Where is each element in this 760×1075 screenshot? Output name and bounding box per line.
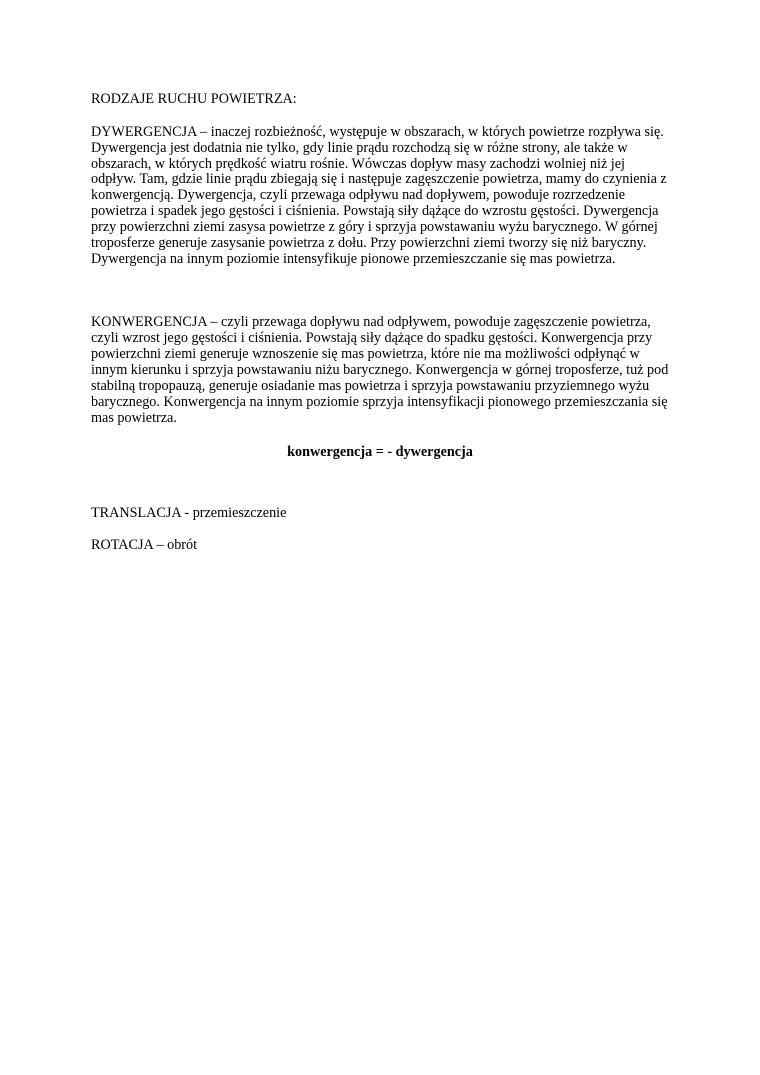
paragraph-dywergencja: DYWERGENCJA – inaczej rozbieżność, występuje w obszarach, w których powietrze rozpływa się. Dywergencja jest dodatnia nie tylko, gdy linie prądu rozchodzą się w różne strony, ale także w obszarach, w których prędkość wiatru rośnie. Wówczas dopływ masy zachodzi wolniej niż jej odpływ. Tam, gdzie linie prądu zbiegają się i następuje zagęszczenie powietrza, mamy do czynienia z konwergencją. Dywergencja, czyli przewaga odpływu nad dopływem, powoduje rozrzedzenie powietrza i spadek jego gęstości i ciśnienia. Powstają siły dążące do wzrostu gęstości. Dywergencja przy powierzchni ziemi zasysa powietrze z góry i sprzyja powstawaniu wyżu barycznego. W górnej troposferze generuje zasysanie powietrza z dołu. Przy powierzchni ziemi tworzy się niż baryczny. Dywergencja na innym poziomie intensyfikuje pionowe przemieszczanie się mas powietrza. <box>91 123 667 267</box>
document-content <box>91 92 669 554</box>
definition-rotacja: ROTACJA – obrót <box>91 537 198 554</box>
definition-translacja: TRANSLACJA - przemieszczenie <box>91 505 287 522</box>
paragraph-konwergencja: KONWERGENCJA – czyli przewaga dopływu nad odpływem, powoduje zagęszczenie powietrza, czyli wzrost jego gęstości i ciśnienia. Powstają siły dążące do spadku gęstości. Konwergencja przy powierzchni ziemi generuje wznoszenie się mas powietrza, które nie ma możliwości odpłynąć w innym kierunku i sprzyja powstawaniu niżu barycznego. Konwergencja w górnej troposferze, tuż pod stabilną tropopauzą, generuje osiadanie mas powietrza i sprzyja powstawaniu przyziemnego wyżu barycznego. Konwergencja na innym poziomie sprzyja intensyfikacji pionowego przemieszczania się mas powietrza. <box>91 314 669 426</box>
document-heading: RODZAJE RUCHU POWIETRZA: <box>91 91 297 107</box>
formula-line: konwergencja = - dywergencja <box>287 444 473 461</box>
